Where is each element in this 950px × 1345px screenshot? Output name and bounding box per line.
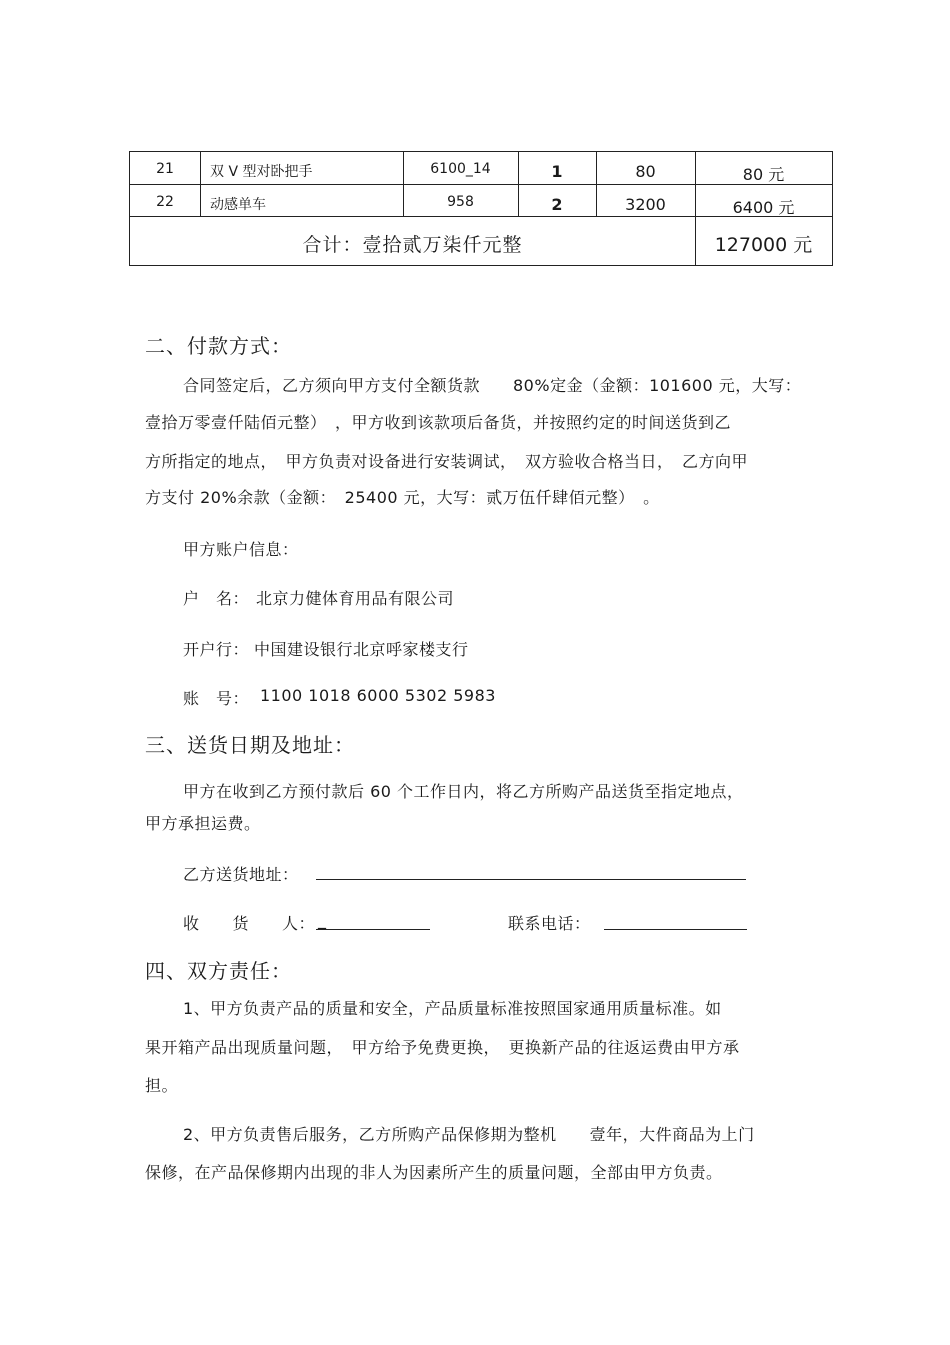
bank-label: 开户行： [183, 640, 250, 659]
row-no: 21 [156, 161, 174, 177]
quantity: 2 [551, 195, 563, 214]
phone-blank-line[interactable] [604, 929, 747, 930]
account-title: 甲方账户信息： [183, 540, 299, 559]
total-amount: 127000 元 [714, 234, 813, 256]
delivery-heading: 三、送货日期及地址： [145, 733, 355, 757]
phone-label: 联系电话： [508, 914, 591, 933]
bank-name: 中国建设银行北京呼家楼支行 [254, 640, 469, 659]
responsibility-line: 保修，在产品保修期内出现的非人为因素所产生的质量问题，全部由甲方负责。 [145, 1163, 723, 1182]
receiver-blank-line[interactable] [316, 929, 430, 930]
amount: 80 元 [742, 165, 785, 184]
amount: 6400 元 [732, 198, 795, 217]
payment-line: 方支付 20%余款（金额： 25400 元，大写：贰万伍仟肆佰元整） 。 [145, 488, 660, 507]
receiver-label: 收 货 人： [183, 914, 316, 933]
responsibility-line: 担。 [145, 1076, 179, 1095]
unit-price: 80 [635, 162, 656, 181]
receiver-value: _ [318, 910, 327, 929]
col-divider [200, 152, 201, 216]
payment-heading: 二、付款方式： [145, 334, 292, 358]
account-no-label: 账 号： [183, 689, 250, 708]
address-label: 乙方送货地址： [183, 865, 299, 884]
unit-price: 3200 [625, 195, 666, 214]
account-name-label: 户 名： [183, 589, 250, 608]
responsibility-line: 2、甲方负责售后服务，乙方所购产品保修期为整机 壹年，大件商品为上门 [183, 1125, 755, 1144]
account-name: 北京力健体育用品有限公司 [256, 589, 455, 608]
delivery-line: 甲方在收到乙方预付款后 60 个工作日内，将乙方所购产品送货至指定地点， [183, 782, 744, 801]
payment-line: 壹拾万零壹仟陆佰元整） ，甲方收到该款项后备货，并按照约定的时间送货到乙 [145, 413, 732, 432]
quantity: 1 [551, 162, 563, 181]
payment-line: 合同签定后，乙方须向甲方支付全额货款 80%定金（金额：101600 元，大写： [183, 376, 802, 395]
product-name: 动感单车 [210, 197, 266, 213]
model: 6100_14 [430, 161, 491, 177]
account-no: 1100 1018 6000 5302 5983 [260, 686, 496, 705]
total-label: 合计：壹拾贰万柒仟元整 [302, 234, 523, 256]
model: 958 [447, 194, 474, 210]
product-table [129, 151, 833, 266]
address-blank-line[interactable] [316, 879, 746, 880]
row-no: 22 [156, 194, 174, 210]
responsibility-heading: 四、双方责任： [145, 959, 292, 983]
delivery-line: 甲方承担运费。 [145, 814, 261, 833]
payment-line: 方所指定的地点， 甲方负责对设备进行安装调试， 双方验收合格当日， 乙方向甲 [145, 452, 749, 471]
responsibility-line: 1、甲方负责产品的质量和安全，产品质量标准按照国家通用质量标准。如 [183, 999, 722, 1018]
product-name: 双 V 型对卧把手 [210, 164, 313, 180]
responsibility-line: 果开箱产品出现质量问题， 甲方给予免费更换， 更换新产品的往返运费由甲方承 [145, 1038, 740, 1057]
